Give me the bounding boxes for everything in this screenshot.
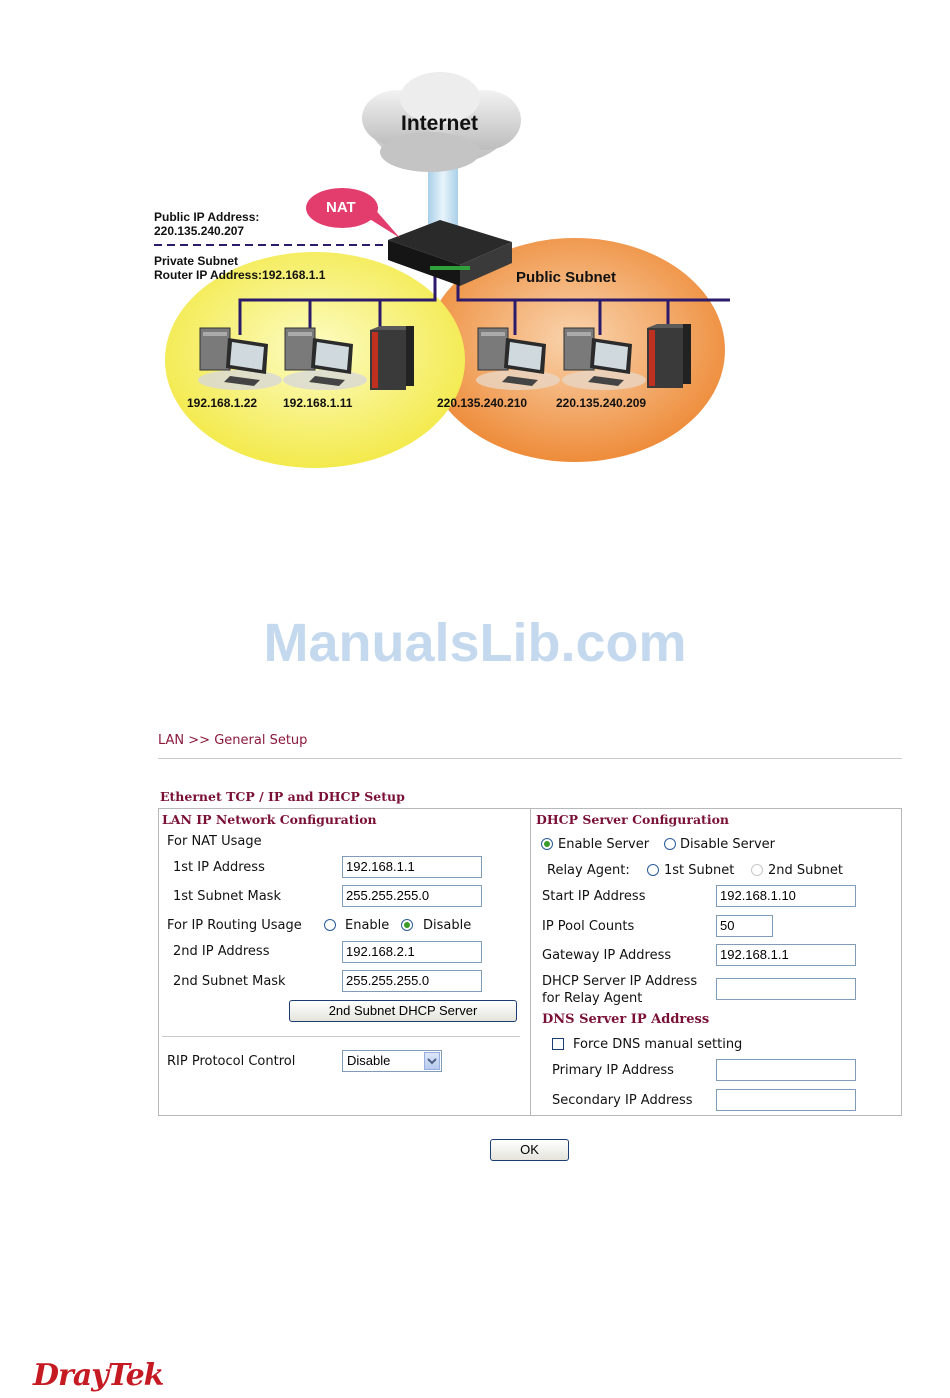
- rip-select[interactable]: [342, 1050, 442, 1072]
- mask2-input[interactable]: 255.255.255.0: [342, 970, 482, 992]
- router-ip-label: Router IP Address:192.168.1.1: [154, 268, 326, 282]
- enable-server-radio[interactable]: [541, 838, 553, 850]
- host-label-2: 192.168.1.11: [283, 396, 353, 410]
- ip2-input[interactable]: 192.168.2.1: [342, 941, 482, 963]
- lan-divider: [162, 1036, 520, 1037]
- ip1-label: 1st IP Address: [173, 860, 265, 875]
- routing-enable-label: Enable: [345, 918, 390, 933]
- public-subnet-label: Public Subnet: [516, 269, 617, 286]
- server-icon-2: [647, 324, 691, 388]
- section-title: Ethernet TCP / IP and DHCP Setup: [160, 789, 405, 804]
- rip-select-value: Disable: [347, 1053, 391, 1068]
- routing-enable-radio[interactable]: [324, 919, 336, 931]
- lan-title: LAN IP Network Configuration: [162, 812, 377, 827]
- draytek-logo: DrayTek: [33, 1358, 164, 1393]
- mask2-label: 2nd Subnet Mask: [173, 974, 286, 989]
- routing-disable-label: Disable: [423, 918, 472, 933]
- nat-label: NAT: [326, 199, 356, 216]
- enable-server-label: Enable Server: [558, 837, 650, 852]
- relay-first-radio[interactable]: [647, 864, 659, 876]
- relay-server-ip-input[interactable]: [716, 978, 856, 1000]
- relay-first-label: 1st Subnet: [664, 863, 735, 878]
- pool-count-label: IP Pool Counts: [542, 919, 635, 934]
- breadcrumb: LAN >> General Setup: [158, 733, 308, 748]
- nat-usage-label: For NAT Usage: [167, 834, 262, 849]
- rip-label: RIP Protocol Control: [167, 1054, 296, 1069]
- breadcrumb-divider: [158, 758, 902, 759]
- start-ip-label: Start IP Address: [542, 889, 646, 904]
- gateway-ip-label: Gateway IP Address: [542, 948, 672, 963]
- mask1-label: 1st Subnet Mask: [173, 889, 281, 904]
- routing-usage-label: For IP Routing Usage: [167, 918, 302, 933]
- routing-disable-radio[interactable]: [401, 919, 413, 931]
- relay-server-ip-label-line2: for Relay Agent: [542, 991, 643, 1006]
- pool-count-input[interactable]: 50: [716, 915, 773, 937]
- relay-second-radio[interactable]: [751, 864, 763, 876]
- relay-second-label: 2nd Subnet: [768, 863, 843, 878]
- ok-button[interactable]: OK: [490, 1139, 569, 1161]
- public-ip-value: 220.135.240.207: [154, 224, 245, 238]
- relay-agent-label: Relay Agent:: [547, 863, 630, 878]
- force-dns-checkbox[interactable]: [552, 1038, 564, 1050]
- ip2-label: 2nd IP Address: [173, 944, 270, 959]
- mask1-input[interactable]: 255.255.255.0: [342, 885, 482, 907]
- start-ip-input[interactable]: 192.168.1.10: [716, 885, 856, 907]
- host-label-3: 220.135.240.210: [437, 396, 528, 410]
- secondary-dns-input[interactable]: [716, 1089, 856, 1111]
- disable-server-radio[interactable]: [664, 838, 676, 850]
- gateway-ip-input[interactable]: 192.168.1.1: [716, 944, 856, 966]
- primary-dns-input[interactable]: [716, 1059, 856, 1081]
- force-dns-label: Force DNS manual setting: [573, 1037, 743, 1052]
- dhcp-title: DHCP Server Configuration: [536, 812, 729, 827]
- private-subnet-label: Private Subnet: [154, 254, 239, 268]
- chevron-down-icon[interactable]: [424, 1052, 440, 1070]
- secondary-dns-label: Secondary IP Address: [552, 1093, 693, 1108]
- host-label-4: 220.135.240.209: [556, 396, 647, 410]
- relay-server-ip-label-line1: DHCP Server IP Address: [542, 974, 698, 989]
- dns-title: DNS Server IP Address: [542, 1012, 710, 1027]
- subnet2-dhcp-button[interactable]: 2nd Subnet DHCP Server: [289, 1000, 517, 1022]
- column-divider: [530, 808, 531, 1116]
- watermark: ManualsLib.com: [263, 613, 687, 673]
- internet-label: Internet: [401, 112, 479, 135]
- server-icon-1: [370, 326, 414, 390]
- public-ip-label: Public IP Address:: [154, 210, 260, 224]
- network-diagram: [140, 60, 740, 480]
- disable-server-label: Disable Server: [680, 837, 775, 852]
- host-label-1: 192.168.1.22: [187, 396, 258, 410]
- ip1-input[interactable]: 192.168.1.1: [342, 856, 482, 878]
- primary-dns-label: Primary IP Address: [552, 1063, 674, 1078]
